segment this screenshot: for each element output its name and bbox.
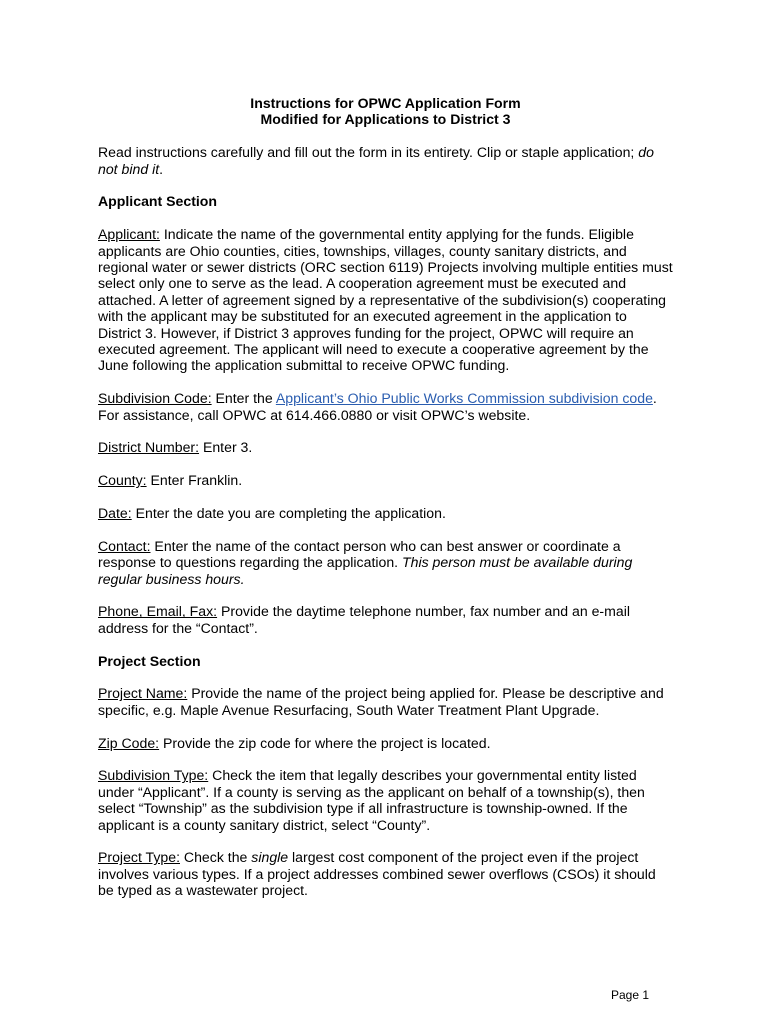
subdivision-code-label: Subdivision Code: (98, 390, 212, 407)
project-name-label: Project Name: (98, 685, 188, 702)
contact-italic: This person must be available during regular business hours. (98, 554, 633, 587)
date-text: Enter the date you are completing the application. (131, 505, 446, 522)
zip-code-text: Provide the zip code for where the project is located. (159, 734, 491, 751)
subdivision-type-label: Subdivision Type: (98, 767, 209, 784)
subdivision-code-text-after: . For assistance, call OPWC at 614.466.0880 or visit OPWC’s website. (98, 390, 657, 423)
county-label: County: (98, 472, 147, 489)
document-title (98, 95, 673, 128)
applicant-section-heading: Applicant Section (98, 193, 218, 210)
district-number-paragraph (98, 439, 673, 455)
phone-email-fax-paragraph (98, 603, 673, 636)
intro-end: . (159, 160, 164, 177)
project-type-label: Project Type: (98, 849, 180, 866)
intro-text: Read instructions carefully and fill out the form in its entirety. Clip or staple application; (98, 144, 639, 161)
project-section-heading: Project Section (98, 652, 201, 669)
project-name-text: Provide the name of the project being applied for. Please be descriptive and specific, e.g. Maple Avenue Resurfacing, South Water Treatment Plant Upgrade. (98, 685, 664, 718)
applicant-label: Applicant: (98, 226, 160, 243)
document-body (98, 95, 673, 899)
phone-email-fax-text: Provide the daytime telephone number, fax number and an e-mail address for the “Contact”. (98, 603, 630, 636)
phone-email-fax-label: Phone, Email, Fax: (98, 603, 218, 620)
title-line-2: Modified for Applications to District 3 (260, 111, 511, 128)
intro-italic: do not bind it (98, 144, 654, 177)
project-type-text-after: largest cost component of the project even if the project involves various types. If a project addresses combined sewer overflows (CSOs) it should be typed as a wastewater project. (98, 849, 656, 899)
title-line-1: Instructions for OPWC Application Form (250, 95, 521, 111)
project-type-italic: single (251, 849, 289, 866)
contact-paragraph (98, 538, 673, 587)
date-label: Date: (98, 505, 132, 522)
project-type-text: Check the (180, 849, 252, 866)
district-number-label: District Number: (98, 439, 200, 456)
subdivision-type-text: Check the item that legally describes your governmental entity listed under “Applicant”. If a county is serving as the applicant on behalf of a township(s), then select “Township” as the subdivision type if all infrastructure is township-owned. If the applicant is a county sanitary district, select “County”. (98, 767, 645, 833)
contact-text: Enter the name of the contact person who can best answer or coordinate a response to questions regarding the application. (98, 537, 621, 571)
subdivision-code-text: Enter the (211, 390, 276, 407)
intro-paragraph (98, 144, 673, 177)
applicant-paragraph (98, 226, 673, 374)
county-text: Enter Franklin. (146, 472, 243, 489)
county-paragraph (98, 472, 673, 488)
subdivision-type-paragraph (98, 767, 673, 833)
zip-code-label: Zip Code: (98, 734, 160, 751)
zip-code-paragraph (98, 735, 673, 751)
project-type-paragraph (98, 849, 673, 898)
subdivision-code-link[interactable]: Applicant’s Ohio Public Works Commission subdivision code (275, 390, 653, 407)
contact-label: Contact: (98, 537, 151, 554)
page-number: Page 1 (611, 988, 650, 1002)
district-number-text: Enter 3. (199, 439, 253, 456)
project-name-paragraph (98, 685, 673, 718)
applicant-text: Indicate the name of the governmental entity applying for the funds. Eligible applicants are Ohio counties, cities, townships, villages, county sanitary districts, and regional water or sewer districts (ORC section 6119) Projects involving multiple entities must select only one to serve as the lead. A cooperation agreement must be executed and attached. A letter of agreement signed by a representative of the subdivision(s) cooperating with the applicant may be substituted for an executed agreement in the application to District 3. However, if District 3 approves funding for the project, OPWC will require an executed agreement. The applicant will need to execute a cooperative agreement by the June following the application submittal to receive OPWC funding. (98, 226, 673, 374)
date-paragraph (98, 505, 673, 521)
subdivision-code-paragraph (98, 390, 673, 423)
